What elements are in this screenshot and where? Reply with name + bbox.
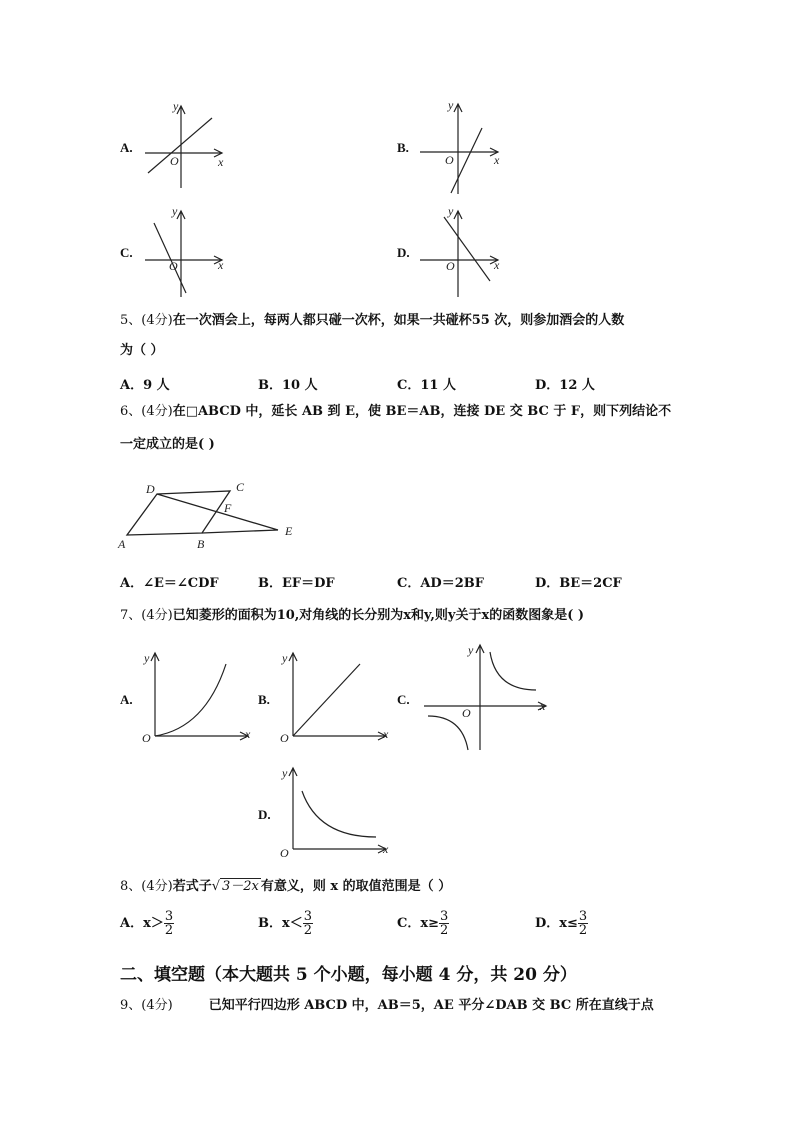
- q5-question: [120, 313, 624, 329]
- q8-number: 8、(4分): [120, 879, 173, 894]
- q8-radicand: 3－2x: [222, 879, 259, 894]
- q8-option-c[interactable]: [397, 910, 449, 937]
- q8-option-d-den: 2: [578, 923, 588, 938]
- q7-graph-c: [418, 640, 558, 755]
- q4-c-y-label: y: [172, 204, 178, 218]
- q4-d-x-label: x: [494, 258, 500, 272]
- q8-option-b-fraction: [303, 910, 313, 937]
- q8-text-before: 若式子: [172, 879, 212, 894]
- q4-a-origin-label: O: [170, 154, 179, 168]
- q6-label-a: A: [118, 537, 126, 551]
- q4-c-origin-label: O: [169, 259, 178, 273]
- q7-c-y-label: y: [468, 643, 474, 657]
- q7-a-y-label: y: [144, 651, 150, 665]
- q7-d-origin-label: O: [280, 846, 289, 860]
- q7-a-x-label: x: [245, 727, 251, 741]
- q5-option-b[interactable]: B．10 人: [258, 378, 318, 393]
- q8-question: [120, 878, 451, 895]
- q7-b-y-label: y: [282, 651, 288, 665]
- q8-option-b[interactable]: [258, 910, 313, 937]
- q8-option-b-num: 3: [303, 909, 313, 924]
- q8-option-d-prefix: D．x≤: [535, 916, 578, 931]
- q6-question: [120, 404, 671, 420]
- q7-a-origin-label: O: [142, 731, 151, 745]
- q8-option-d-fraction: [578, 910, 588, 937]
- q8-sqrt-sign: √: [211, 879, 220, 894]
- q6-label-f: F: [224, 501, 232, 515]
- q7-text: 已知菱形的面积为10,对角线的长分别为x和y,则y关于x的函数图象是( ): [172, 608, 585, 623]
- q7-c-origin-label: O: [462, 706, 471, 720]
- q4-option-d-label: D.: [397, 245, 410, 260]
- q5-number: 5、(4分): [120, 313, 173, 328]
- q5-option-c[interactable]: C．11 人: [397, 378, 456, 393]
- q4-option-a-label: A.: [120, 140, 133, 155]
- q7-d-x-label: x: [383, 842, 389, 856]
- q4-a-x-label: x: [218, 155, 224, 169]
- q8-option-c-den: 2: [440, 923, 449, 938]
- q4-option-b-label: B.: [397, 140, 409, 155]
- q7-graph-a: [140, 648, 255, 748]
- q8-option-c-num: 3: [440, 909, 449, 924]
- q7-option-a-label: A.: [120, 692, 133, 707]
- q7-number: 7、(4分): [120, 608, 173, 623]
- q7-graph-d: [278, 763, 393, 863]
- q7-c-x-label: x: [540, 699, 546, 713]
- q9-question: [120, 998, 654, 1014]
- q8-option-c-prefix: C．x≥: [397, 916, 439, 931]
- q6-label-e: E: [285, 524, 293, 538]
- q6-label-c: C: [236, 480, 245, 494]
- q8-option-a[interactable]: [120, 910, 174, 937]
- q4-c-x-label: x: [218, 258, 224, 272]
- q7-question: [120, 608, 584, 624]
- q8-option-a-num: 3: [164, 909, 174, 924]
- q8-option-b-prefix: B．x＜: [258, 916, 303, 931]
- q8-option-a-fraction: [164, 910, 174, 937]
- q6-text-line1: 在□ABCD 中，延长 AB 到 E，使 BE＝AB，连接 DE 交 BC 于 F，则下列结论不: [172, 404, 672, 419]
- q6-text-line2: 一定成立的是( ): [120, 437, 215, 452]
- q5-option-a[interactable]: A．9 人: [120, 378, 170, 393]
- q7-option-c-label: C.: [397, 692, 410, 707]
- section2-heading: 二、填空题（本大题共 5 个小题，每小题 4 分，共 20 分）: [120, 965, 577, 985]
- q4-option-c-label: C.: [120, 245, 133, 260]
- q6-label-d: D: [146, 482, 155, 496]
- q8-option-b-den: 2: [303, 923, 313, 938]
- q6-option-a[interactable]: A．∠E＝∠CDF: [120, 576, 219, 591]
- q8-option-d[interactable]: [535, 910, 588, 937]
- q4-b-origin-label: O: [445, 153, 454, 167]
- q9-number: 9、(4分): [120, 998, 173, 1013]
- q4-graph-d: [418, 203, 513, 298]
- q6-parallelogram-figure: [112, 476, 307, 552]
- q4-a-y-label: y: [173, 99, 179, 113]
- q4-b-x-label: x: [494, 153, 500, 167]
- q4-b-y-label: y: [448, 98, 454, 112]
- q8-option-a-prefix: A．x＞: [120, 916, 164, 931]
- q8-option-c-fraction: [439, 910, 449, 937]
- q4-graph-b: [418, 98, 513, 198]
- q7-option-b-label: B.: [258, 692, 270, 707]
- q4-graph-c: [140, 203, 235, 298]
- q8-text-after: 有意义，则 x 的取值范围是（ ）: [260, 879, 452, 894]
- q7-d-y-label: y: [282, 766, 288, 780]
- q5-text-line1: 在一次酒会上，每两人都只碰一次杯，如果一共碰杯55 次，则参加酒会的人数: [172, 313, 625, 328]
- q5-text-line2: 为（ ）: [120, 343, 164, 358]
- q6-number: 6、(4分): [120, 404, 173, 419]
- q6-option-b[interactable]: B．EF＝DF: [258, 576, 335, 591]
- q4-graph-a: [140, 98, 235, 193]
- q5-option-d[interactable]: D．12 人: [535, 378, 595, 393]
- q4-d-y-label: y: [448, 204, 454, 218]
- q7-graph-b: [278, 648, 393, 748]
- q8-option-d-num: 3: [578, 909, 588, 924]
- q7-b-x-label: x: [383, 727, 389, 741]
- q6-option-c[interactable]: C．AD＝2BF: [397, 576, 484, 591]
- q7-option-d-label: D.: [258, 807, 271, 822]
- q9-text: 已知平行四边形 ABCD 中，AB＝5，AE 平分∠DAB 交 BC 所在直线于点: [208, 998, 654, 1013]
- q7-b-origin-label: O: [280, 731, 289, 745]
- q6-label-b: B: [197, 537, 205, 551]
- q4-d-origin-label: O: [446, 259, 455, 273]
- q8-option-a-den: 2: [164, 923, 174, 938]
- q6-option-d[interactable]: D．BE＝2CF: [535, 576, 622, 591]
